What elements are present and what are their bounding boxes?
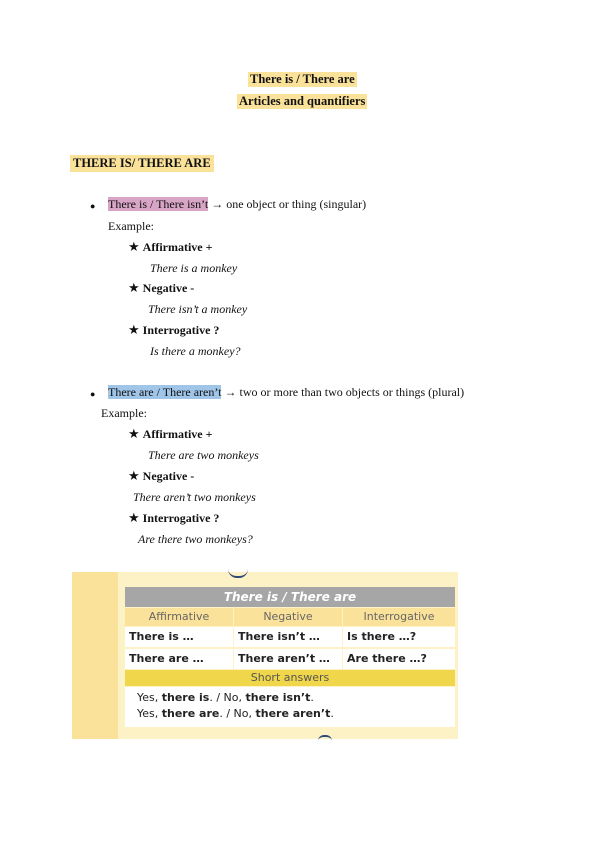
rule-line-singular <box>108 197 366 211</box>
decorative-arc <box>228 569 248 578</box>
grammar-table-image <box>118 572 458 739</box>
table-cell: There isn’t … <box>234 627 342 647</box>
item-label: Affirmative + <box>142 427 213 441</box>
example-sentence: There isn’t a monkey <box>148 302 248 316</box>
star-icon: ★ <box>128 468 140 483</box>
item-affirmative <box>128 240 212 254</box>
table-cell: There are … <box>125 649 233 669</box>
item-label: Interrogative ? <box>142 323 220 337</box>
example-label: Example: <box>108 219 154 233</box>
section-heading: THERE IS/ THERE ARE <box>70 155 214 172</box>
column-header: Negative <box>234 608 342 626</box>
star-icon: ★ <box>128 426 140 441</box>
page-title: There is / There are <box>250 72 355 86</box>
rule-text-plural: → two or more than two objects or things (plural) <box>221 385 465 399</box>
star-icon: ★ <box>128 280 140 295</box>
star-icon: ★ <box>128 239 140 254</box>
table-cell: There aren’t … <box>234 649 342 669</box>
table-cell: There is … <box>125 627 233 647</box>
star-icon: ★ <box>128 322 140 337</box>
column-header: Affirmative <box>125 608 233 626</box>
item-label: Affirmative + <box>142 240 213 254</box>
star-icon: ★ <box>128 510 140 525</box>
example-sentence: There aren’t two monkeys <box>133 490 256 504</box>
rule-text-singular: → one object or thing (singular) <box>208 197 367 211</box>
page-subtitle: Articles and quantifiers <box>239 94 366 108</box>
item-negative <box>128 469 194 483</box>
example-label: Example: <box>101 406 147 420</box>
item-label: Negative - <box>142 281 195 295</box>
decorative-arc <box>318 735 332 741</box>
bullet-2 <box>90 386 95 401</box>
item-interrogative <box>128 511 219 525</box>
item-label: Negative - <box>142 469 195 483</box>
example-sentence: There is a monkey <box>150 261 238 275</box>
item-affirmative <box>128 427 212 441</box>
table-title: There is / There are <box>125 587 455 607</box>
item-negative <box>128 281 194 295</box>
table-cell: Is there …? <box>343 627 455 647</box>
bullet-icon: ● <box>90 201 96 211</box>
image-left-band <box>72 572 118 739</box>
rule-highlight-singular: There is / There isn’t <box>108 197 209 211</box>
short-answers-header: Short answers <box>125 670 455 686</box>
example-sentence: Are there two monkeys? <box>138 532 253 546</box>
item-label: Interrogative ? <box>142 511 220 525</box>
short-answer-singular: Yes, there is. / No, there isn’t. <box>137 691 314 704</box>
rule-line-plural <box>108 385 464 399</box>
short-answer-plural: Yes, there are. / No, there aren’t. <box>137 707 334 720</box>
column-header: Interrogative <box>343 608 455 626</box>
rule-highlight-plural: There are / There aren’t <box>108 385 222 399</box>
item-interrogative <box>128 323 219 337</box>
table-cell: Are there …? <box>343 649 455 669</box>
bullet-icon: ● <box>90 389 96 399</box>
example-sentence: There are two monkeys <box>148 448 259 462</box>
example-sentence: Is there a monkey? <box>150 344 241 358</box>
bullet-1 <box>90 198 95 213</box>
